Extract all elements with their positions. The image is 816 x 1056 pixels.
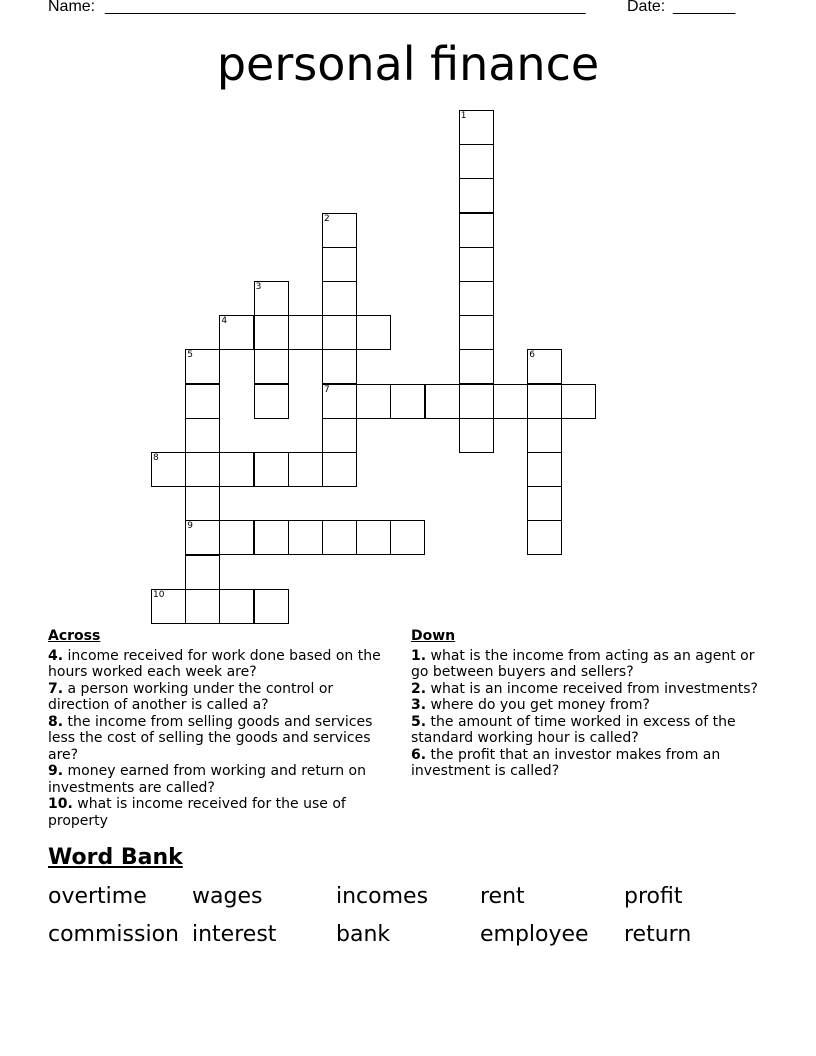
word-bank-word: interest xyxy=(192,922,277,947)
clue-number: 3. xyxy=(411,697,427,713)
word-bank-word: profit xyxy=(624,884,683,909)
word-bank-word: commission xyxy=(48,922,179,947)
crossword-cell[interactable] xyxy=(322,349,357,384)
across-heading: Across xyxy=(48,628,101,644)
crossword-cell[interactable] xyxy=(390,384,425,419)
crossword-cell[interactable] xyxy=(356,384,391,419)
crossword-cell[interactable] xyxy=(561,384,596,419)
crossword-cell[interactable] xyxy=(459,110,494,145)
crossword-cell[interactable] xyxy=(219,452,254,487)
crossword-cell[interactable] xyxy=(459,247,494,282)
crossword-cell[interactable] xyxy=(219,589,254,624)
crossword-cell[interactable] xyxy=(459,315,494,350)
clue-text: where do you get money from? xyxy=(430,697,650,713)
clue-down-6 xyxy=(411,747,766,780)
clue-text: income received for work done based on the hours worked each week are? xyxy=(48,647,381,680)
crossword-cell[interactable] xyxy=(254,281,289,316)
date-field-line[interactable]: _______ xyxy=(673,0,736,15)
date-label: Date: xyxy=(627,0,666,15)
clue-number: 6. xyxy=(411,746,427,763)
crossword-cell[interactable] xyxy=(322,384,357,419)
clue-number: 4. xyxy=(48,647,64,664)
clue-text: what is an income received from investments? xyxy=(430,680,758,697)
crossword-cell[interactable] xyxy=(390,520,425,555)
cell-number: 3 xyxy=(255,282,262,292)
crossword-cell[interactable] xyxy=(254,315,289,350)
crossword-cell[interactable] xyxy=(322,452,357,487)
clue-number: 1. xyxy=(411,647,427,664)
clue-number: 10. xyxy=(48,796,73,812)
crossword-cell[interactable] xyxy=(185,452,220,487)
clue-text: what is income received for the use of property xyxy=(48,796,346,829)
cell-number: 10 xyxy=(153,589,165,600)
crossword-cell[interactable] xyxy=(527,520,562,555)
across-clues xyxy=(48,628,393,829)
crossword-cell[interactable] xyxy=(185,384,220,419)
crossword-cell[interactable] xyxy=(459,213,494,248)
clue-across-4 xyxy=(48,648,393,681)
cell-number: 5 xyxy=(187,350,193,361)
crossword-cell[interactable] xyxy=(254,384,289,419)
down-clues xyxy=(411,628,766,780)
cell-number: 9 xyxy=(187,521,193,532)
crossword-cell[interactable] xyxy=(459,178,494,213)
clue-down-1 xyxy=(411,648,766,681)
crossword-cell[interactable] xyxy=(527,486,562,521)
clue-down-5 xyxy=(411,714,766,747)
crossword-cell[interactable] xyxy=(322,315,357,350)
crossword-cell[interactable] xyxy=(185,520,220,555)
crossword-cell[interactable] xyxy=(185,349,220,384)
cell-number: 7 xyxy=(324,384,330,395)
crossword-cell[interactable] xyxy=(459,281,494,316)
clue-text: what is the income from acting as an agent or go between buyers and sellers? xyxy=(411,647,755,680)
puzzle-title: personal finance xyxy=(216,37,600,91)
crossword-cell[interactable] xyxy=(288,520,323,555)
crossword-cell[interactable] xyxy=(322,247,357,282)
crossword-cell[interactable] xyxy=(185,486,220,521)
clue-text: a person working under the control or direction of another is called a? xyxy=(48,680,334,713)
down-heading: Down xyxy=(411,628,456,644)
crossword-cell[interactable] xyxy=(527,452,562,487)
crossword-cell[interactable] xyxy=(322,213,357,248)
crossword-cell[interactable] xyxy=(459,418,494,453)
crossword-cell[interactable] xyxy=(151,452,186,487)
cell-number: 6 xyxy=(529,350,535,361)
clue-number: 9. xyxy=(48,763,64,779)
cell-number: 4 xyxy=(221,316,228,327)
name-field-line[interactable]: ______________________________________________________ xyxy=(105,0,586,15)
cell-number: 8 xyxy=(153,453,159,463)
cell-number: 2 xyxy=(324,213,330,224)
clue-text: the profit that an investor makes from an investment is called? xyxy=(411,746,721,779)
clue-number: 2. xyxy=(411,680,427,697)
crossword-cell[interactable] xyxy=(322,281,357,316)
crossword-cell[interactable] xyxy=(527,418,562,453)
crossword-cell[interactable] xyxy=(185,555,220,590)
crossword-cell[interactable] xyxy=(185,589,220,624)
crossword-cell[interactable] xyxy=(459,144,494,179)
clue-across-9 xyxy=(48,763,393,796)
crossword-cell[interactable] xyxy=(185,418,220,453)
clue-text: the amount of time worked in excess of the standard working hour is called? xyxy=(411,713,736,746)
word-bank-word: bank xyxy=(336,922,391,947)
clue-down-2 xyxy=(411,681,766,698)
clue-text: money earned from working and return on investments are called? xyxy=(48,763,366,796)
word-bank-word: wages xyxy=(192,884,263,909)
word-bank-word: employee xyxy=(480,922,589,947)
crossword-cell[interactable] xyxy=(254,520,289,555)
crossword-cell[interactable] xyxy=(356,315,391,350)
clue-number: 7. xyxy=(48,680,64,697)
clue-across-10 xyxy=(48,796,393,829)
clue-across-7 xyxy=(48,681,393,714)
crossword-cell[interactable] xyxy=(288,452,323,487)
crossword-cell[interactable] xyxy=(459,384,494,419)
clue-text: the income from selling goods and services less the cost of selling the goods and services are? xyxy=(48,713,373,763)
crossword-cell[interactable] xyxy=(493,384,528,419)
crossword-cell[interactable] xyxy=(219,315,254,350)
clue-across-8 xyxy=(48,714,393,764)
word-bank-word: return xyxy=(624,922,692,947)
name-label: Name: xyxy=(48,0,96,15)
crossword-cell[interactable] xyxy=(219,520,254,555)
crossword-cell[interactable] xyxy=(459,349,494,384)
crossword-cell[interactable] xyxy=(356,520,391,555)
crossword-cell[interactable] xyxy=(425,384,460,419)
word-bank-word: rent xyxy=(480,884,525,909)
crossword-cell[interactable] xyxy=(322,418,357,453)
crossword-cell[interactable] xyxy=(254,589,289,624)
crossword-cell[interactable] xyxy=(288,315,323,350)
crossword-cell[interactable] xyxy=(322,520,357,555)
word-bank-word: overtime xyxy=(48,884,147,909)
clue-down-3 xyxy=(411,697,766,714)
crossword-cell[interactable] xyxy=(527,349,562,384)
cell-number: 1 xyxy=(460,111,467,121)
crossword-cell[interactable] xyxy=(254,452,289,487)
clue-number: 8. xyxy=(48,713,64,730)
clue-number: 5. xyxy=(411,713,427,730)
crossword-cell[interactable] xyxy=(151,589,186,624)
word-bank-word: incomes xyxy=(336,884,429,909)
crossword-cell[interactable] xyxy=(254,349,289,384)
word-bank-title: Word Bank xyxy=(48,845,183,870)
crossword-cell[interactable] xyxy=(527,384,562,419)
